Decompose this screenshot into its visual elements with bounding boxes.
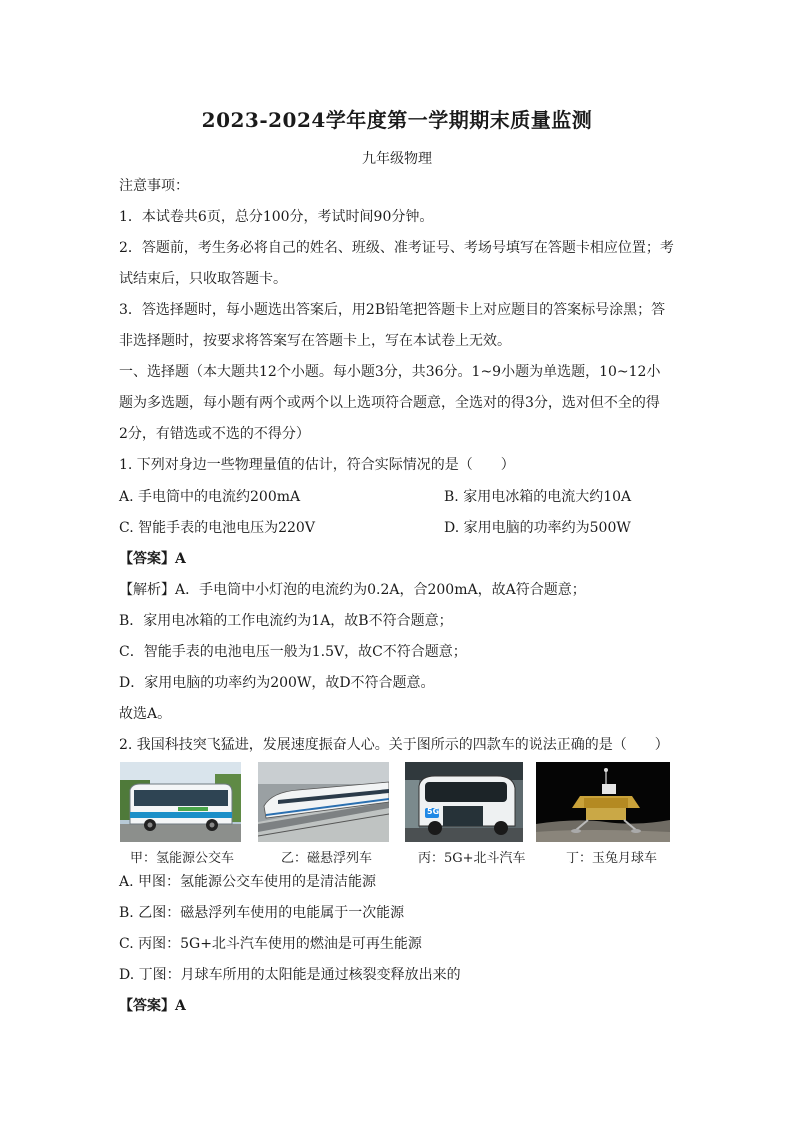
- page-title: 2023-2024学年度第一学期期末质量监测: [201, 108, 593, 132]
- q2-option-a: A. 甲图：氢能源公交车使用的是清洁能源: [119, 874, 377, 890]
- note-item-2-line-2: 试结束后，只收取答题卡。: [119, 271, 287, 287]
- 5g-badge: 5G: [427, 807, 440, 816]
- caption-maglev-train: 乙：磁悬浮列车: [281, 851, 373, 866]
- caption-hydrogen-bus: 甲：氢能源公交车: [130, 851, 235, 866]
- hydrogen-bus-photo: [120, 762, 241, 842]
- q1-explanation-1: 【解析】A．手电筒中小灯泡的电流约为0.2A，合200mA，故A符合题意；: [119, 582, 586, 598]
- q2-option-b: B. 乙图：磁悬浮列车使用的电能属于一次能源: [119, 905, 405, 921]
- note-item-3-line-1: 3．答选择题时，每小题选出答案后，用2B铅笔把答题卡上对应题目的答案标号涂黑；答: [119, 302, 666, 318]
- q2-answer: 【答案】A: [119, 998, 186, 1014]
- q1-option-a: A. 手电筒中的电流约200mA: [119, 489, 301, 505]
- page-subtitle: 九年级物理: [362, 151, 432, 167]
- yutu-rover-photo: [536, 762, 670, 842]
- q1-option-c: C. 智能手表的电池电压为220V: [119, 520, 315, 536]
- q1-stem: 1. 下列对身边一些物理量值的估计，符合实际情况的是（ ）: [119, 457, 515, 473]
- notes-heading: 注意事项：: [119, 178, 189, 194]
- section-1-line-3: 2分，有错选或不选的不得分）: [119, 426, 310, 442]
- q2-option-d: D. 丁图：月球车所用的太阳能是通过核裂变释放出来的: [119, 967, 461, 983]
- 5g-beidou-car-photo: [405, 762, 523, 842]
- maglev-train-photo: [258, 762, 389, 842]
- q1-option-d: D. 家用电脑的功率约为500W: [444, 520, 631, 536]
- q2-option-c: C. 丙图：5G+北斗汽车使用的燃油是可再生能源: [119, 936, 422, 952]
- section-1-line-1: 一、选择题（本大题共12个小题。每小题3分，共36分。1~9小题为单选题，10~12小: [119, 364, 661, 380]
- q1-answer: 【答案】A: [119, 551, 186, 567]
- q2-stem: 2. 我国科技突飞猛进，发展速度振奋人心。关于图所示的四款车的说法正确的是（ ）: [119, 737, 669, 753]
- q1-option-b: B. 家用电冰箱的电流大约10A: [444, 489, 632, 505]
- q1-explanation-2: B．家用电冰箱的工作电流约为1A，故B不符合题意；: [119, 613, 453, 629]
- section-1-line-2: 题为多选题，每小题有两个或两个以上选项符合题意，全选对的得3分，选对但不全的得: [119, 395, 660, 411]
- note-item-2-line-1: 2．答题前，考生务必将自己的姓名、班级、准考证号、考场号填写在答题卡相应位置；考: [119, 240, 674, 256]
- q1-explanation-4: D．家用电脑的功率约为200W，故D不符合题意。: [119, 675, 435, 691]
- note-item-1: 1．本试卷共6页，总分100分，考试时间90分钟。: [119, 209, 434, 225]
- q1-explanation-3: C．智能手表的电池电压一般为1.5V，故C不符合题意；: [119, 644, 467, 660]
- caption-lunar-rover: 丁：玉兔月球车: [566, 851, 658, 866]
- note-item-3-line-2: 非选择题时，按要求将答案写在答题卡上，写在本试卷上无效。: [119, 333, 511, 349]
- caption-5g-car: 丙：5G+北斗汽车: [418, 851, 526, 866]
- q1-conclusion: 故选A。: [119, 706, 172, 722]
